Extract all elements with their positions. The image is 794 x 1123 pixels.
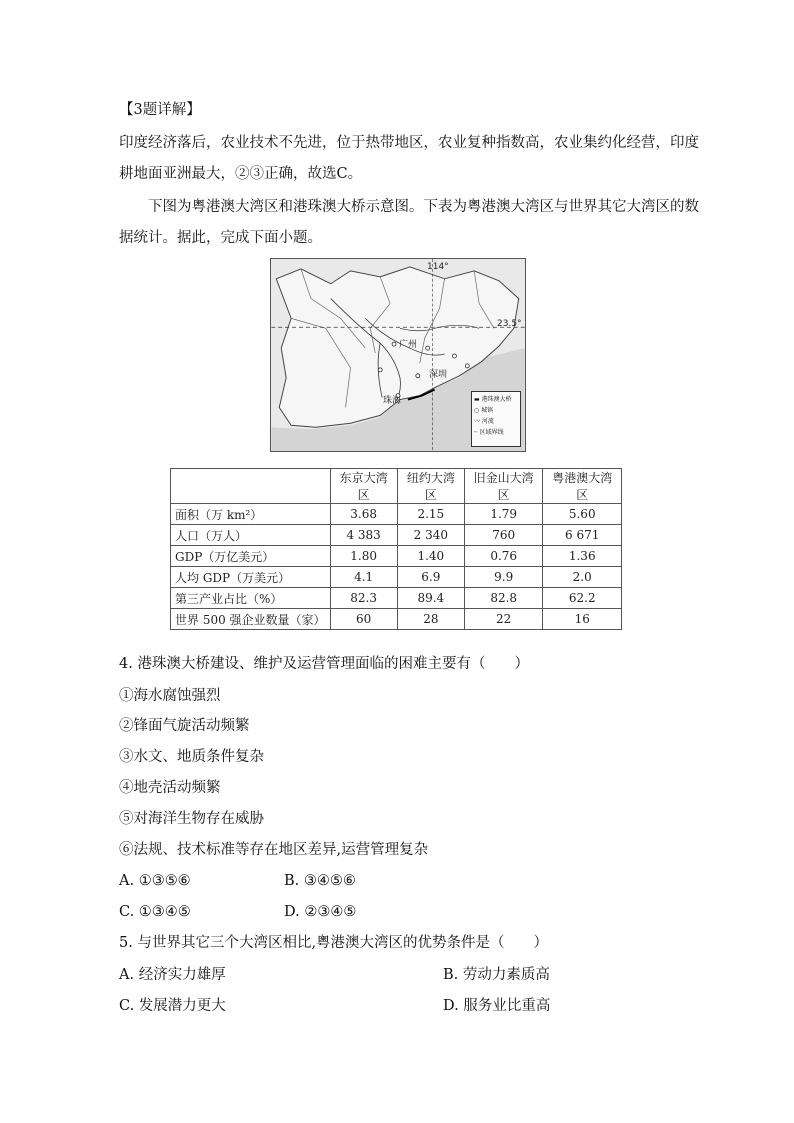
table-cell: 89.4 [397, 588, 464, 609]
q5-option-b[interactable]: B. 劳动力素质高 [443, 967, 550, 983]
table-header-row [171, 469, 622, 504]
intro-line-1: 下图为粤港澳大湾区和港珠澳大桥示意图。下表为粤港澳大湾区与世界其它大湾区的数 [148, 199, 699, 215]
table-cell: 3.68 [330, 504, 397, 525]
q5-option-a[interactable]: A. 经济实力雄厚 [119, 967, 226, 983]
table-header-cell: 东京大湾区 [330, 469, 397, 504]
table-header-cell: 纽约大湾区 [397, 469, 464, 504]
q4-option-a[interactable]: A. ①③⑤⑥ [119, 873, 191, 889]
table-header-cell: 旧金山大湾区 [464, 469, 543, 504]
row-label: 人口（万人） [171, 525, 331, 546]
row-label: 第三产业占比（%） [171, 588, 331, 609]
table-cell: 2.0 [543, 567, 622, 588]
table-cell: 760 [464, 525, 543, 546]
table-cell: 16 [543, 609, 622, 630]
table-cell: 0.76 [464, 546, 543, 567]
q4-option-b[interactable]: B. ③④⑤⑥ [284, 873, 356, 889]
table-row [171, 567, 622, 588]
table-cell: 4.1 [330, 567, 397, 588]
map-legend [471, 391, 521, 447]
q4-item-3: ③水文、地质条件复杂 [119, 749, 264, 765]
table-cell: 1.80 [330, 546, 397, 567]
intro-line-2: 据统计。据此，完成下面小题。 [119, 230, 322, 246]
answer-line-1: 印度经济落后，农业技术不先进，位于热带地区，农业复种指数高，农业集约化经营，印度 [119, 135, 699, 151]
table-cell: 2.15 [397, 504, 464, 525]
legend-river: 〰 河流 [474, 418, 494, 425]
table-row [171, 546, 622, 567]
table-cell: 2 340 [397, 525, 464, 546]
q4-stem: 4. 港珠澳大桥建设、维护及运营管理面临的困难主要有（ ） [119, 656, 529, 672]
row-label: 世界 500 强企业数量（家） [171, 609, 331, 630]
q5-stem: 5. 与世界其它三个大湾区相比,粤港澳大湾区的优势条件是（ ） [119, 935, 549, 951]
q4-item-1: ①海水腐蚀强烈 [119, 688, 221, 704]
table-header-cell [171, 469, 331, 504]
q4-option-d[interactable]: D. ②③④⑤ [284, 904, 357, 920]
bay-area-map [270, 258, 526, 452]
legend-town: ○ 城镇 [474, 407, 494, 414]
answer-line-2: 耕地面亚洲最大，②③正确，故选C。 [119, 166, 363, 182]
table-cell: 9.9 [464, 567, 543, 588]
longitude-label: 114° [427, 262, 449, 272]
table-cell: 82.8 [464, 588, 543, 609]
table-cell: 22 [464, 609, 543, 630]
table-cell: 62.2 [543, 588, 622, 609]
row-label: 人均 GDP（万美元） [171, 567, 331, 588]
city-guangzhou: 广州 [399, 340, 418, 350]
latitude-label: 23.5° [497, 319, 522, 329]
table-row [171, 588, 622, 609]
city-shenzhen: 深圳 [429, 370, 448, 380]
table-row [171, 504, 622, 525]
table-cell: 6.9 [397, 567, 464, 588]
q4-option-c[interactable]: C. ①③④⑤ [119, 904, 191, 920]
table-row [171, 609, 622, 630]
city-zhuhai: 珠海 [383, 396, 402, 406]
bay-area-stats-table [170, 468, 622, 630]
table-row [171, 525, 622, 546]
table-cell: 5.60 [543, 504, 622, 525]
q4-item-4: ④地壳活动频繁 [119, 780, 221, 796]
table-cell: 60 [330, 609, 397, 630]
row-label: 面积（万 km²） [171, 504, 331, 525]
q5-option-d[interactable]: D. 服务业比重高 [443, 998, 551, 1014]
legend-boundary: ┄ 区域界线 [474, 429, 504, 436]
row-label: GDP（万亿美元） [171, 546, 331, 567]
table-cell: 82.3 [330, 588, 397, 609]
answer-heading: 【3题详解】 [119, 102, 201, 118]
table-cell: 1.40 [397, 546, 464, 567]
table-cell: 1.79 [464, 504, 543, 525]
table-cell: 28 [397, 609, 464, 630]
legend-bridge: ▬ 港珠澳大桥 [474, 396, 512, 403]
q4-item-6: ⑥法规、技术标准等存在地区差异,运营管理复杂 [119, 842, 429, 858]
q4-item-2: ②锋面气旋活动频繁 [119, 718, 250, 734]
q4-item-5: ⑤对海洋生物存在威胁 [119, 811, 264, 827]
table-cell: 1.36 [543, 546, 622, 567]
table-header-cell: 粤港澳大湾区 [543, 469, 622, 504]
table-cell: 4 383 [330, 525, 397, 546]
table-cell: 6 671 [543, 525, 622, 546]
q5-option-c[interactable]: C. 发展潜力更大 [119, 998, 226, 1014]
